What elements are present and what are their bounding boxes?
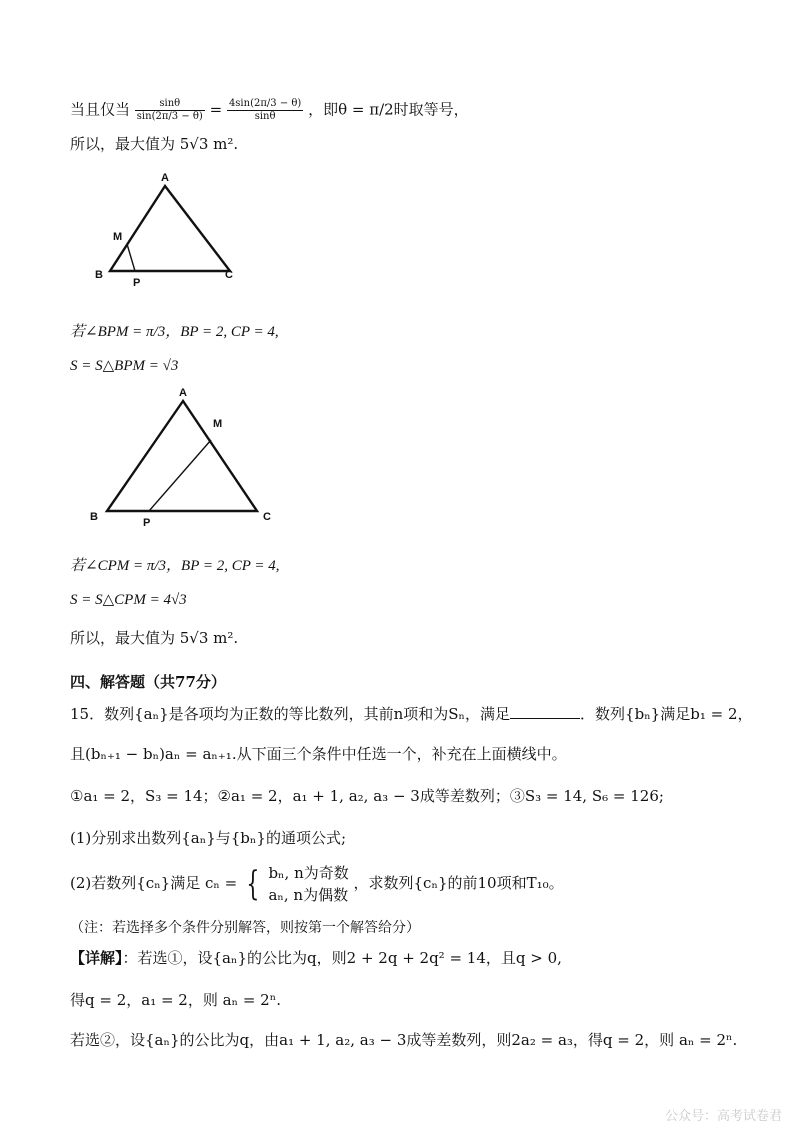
case2-conclusion: 所以，最大值为 5√3 m². (70, 629, 239, 647)
case1-area: S = S△BPM = √3 (70, 358, 179, 374)
case1-condition: 若∠BPM = π/3，BP = 2, CP = 4, (70, 324, 279, 340)
answer-blank (510, 704, 580, 719)
fraction-1: $\frac{\sin\theta}{\sin(2\pi/3 - \theta)}$ (136, 98, 203, 122)
segment-mp (127, 244, 135, 271)
solution-line-1: 【详解】：若选①，设{aₙ}的公比为q，则2 + 2q + 2q² = 14，且q > 0, (70, 949, 562, 967)
fraction-2: $\frac{4\sin(2\pi/3 - \theta)}{\sin\theta}$ (228, 98, 302, 122)
case2-condition: 若∠CPM = π/3，BP = 2, CP = 4, (70, 558, 280, 574)
section-heading: 四、解答题（共77分） (70, 673, 226, 691)
triangle-abc (107, 401, 257, 511)
problem15-intro: 15．数列{aₙ}是各项均为正数的等比数列，其前n项和为Sₙ，满足 ．数列{bₙ}满足b₁ = 2， (70, 705, 753, 723)
point-label-m: M (213, 418, 223, 430)
vertex-label-c: C (263, 511, 271, 523)
point-label-m: M (113, 231, 123, 243)
vertex-label-b: B (95, 269, 103, 281)
proof-line-1: 当且仅当 $\frac{\sin\theta}{\sin(2\pi/3 - \theta)}$ = $\frac{4\sin(2\pi/3 - \theta)}{\sin\theta}$ ，即θ = π/2时取等号， (70, 98, 469, 122)
vertex-label-a: A (179, 387, 187, 399)
watermark: 公众号：高考试卷君 (664, 1109, 782, 1124)
piecewise-brace: { (246, 864, 260, 904)
solution-line-3: 若选②，设{aₙ}的公比为q，由a₁ + 1, a₂, a₃ − 3成等差数列，则2a₂ = a₃，得q = 2，则 aₙ = 2ⁿ. (70, 1031, 738, 1049)
triangle-figure-1 (85, 168, 255, 293)
vertex-label-b: B (90, 511, 98, 523)
vertex-label-a: A (161, 172, 169, 184)
problem15-part1: (1)分别求出数列{aₙ}与{bₙ}的通项公式; (70, 829, 346, 847)
piecewise-cases: bₙ, n为奇数 aₙ, n为偶数 (268, 864, 349, 904)
vertex-label-c: C (225, 269, 233, 281)
segment-mp (149, 440, 211, 511)
proof-line-2: 所以，最大值为 5√3 m². (70, 135, 239, 153)
triangle-abc (110, 186, 230, 271)
problem15-options: ①a₁ = 2，S₃ = 14；②a₁ = 2，a₁ + 1, a₂, a₃ − 3成等差数列；③S₃ = 14, S₆ = 126; (70, 787, 664, 805)
point-label-p: P (143, 517, 151, 528)
problem15-note: （注：若选择多个条件分别解答，则按第一个解答给分） (70, 920, 420, 936)
problem15-part2: (2)若数列{cₙ}满足 cₙ = { bₙ, n为奇数 aₙ, n为偶数 ，求数列{cₙ}的前10项和T₁₀。 (70, 864, 564, 904)
case2-area: S = S△CPM = 4√3 (70, 592, 187, 608)
point-label-p: P (133, 277, 141, 289)
solution-line-2: 得q = 2，a₁ = 2，则 aₙ = 2ⁿ. (70, 991, 281, 1009)
problem15-line-2: 且(bₙ₊₁ − bₙ)aₙ = aₙ₊₁.从下面三个条件中任选一个，补充在上面横线中。 (70, 745, 567, 763)
triangle-figure-2 (85, 383, 285, 528)
